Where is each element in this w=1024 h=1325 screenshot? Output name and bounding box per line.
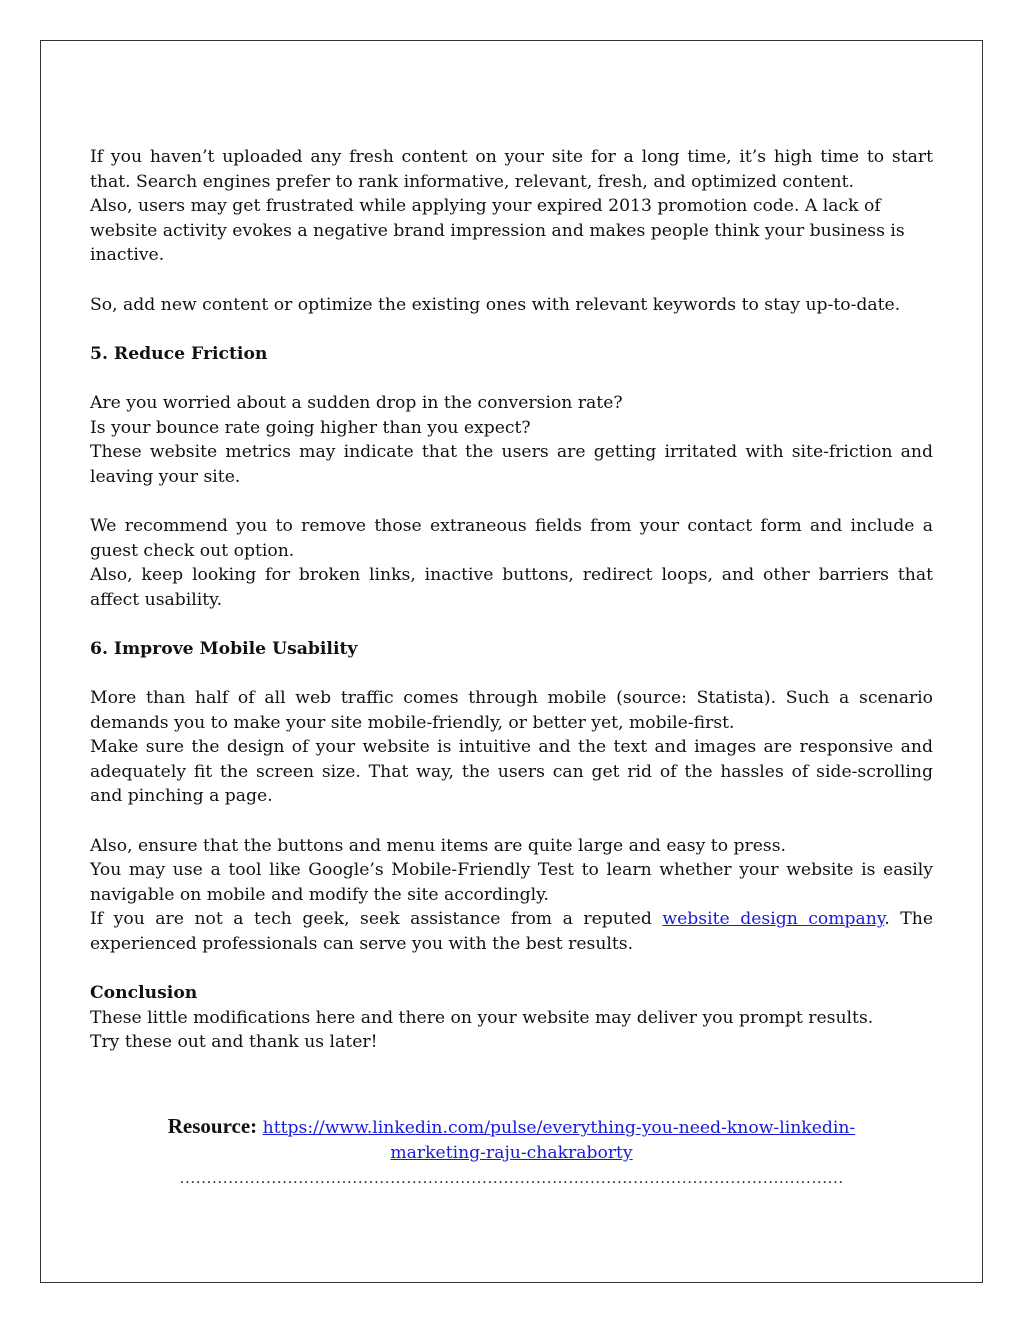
section-heading-mobile-usability: 6. Improve Mobile Usability (90, 638, 358, 659)
resource-link-line1: https://www.linkedin.com/pulse/everything-you-need-know-linkedin- (262, 1118, 856, 1138)
document-body (90, 145, 933, 1055)
spacer (90, 661, 933, 686)
paragraph: Also, users may get frustrated while applying your expired 2013 promotion code. A lack of website activity evokes a negative brand impression and makes people think your business is inactive. (90, 196, 905, 266)
paragraph: So, add new content or optimize the existing ones with relevant keywords to stay up-to-date. (90, 294, 901, 315)
paragraph: These website metrics may indicate that the users are getting irritated with site-friction and leaving your site. (90, 442, 933, 487)
paragraph: Also, keep looking for broken links, inactive buttons, redirect loops, and other barriers that affect usability. (90, 565, 933, 610)
section-heading-reduce-friction: 5. Reduce Friction (90, 343, 268, 364)
conclusion-heading: Conclusion (90, 983, 198, 1004)
resource-link[interactable] (263, 1118, 856, 1163)
dotted-separator: …………………………………………………………………………………………………………… (179, 1170, 844, 1187)
paragraph: These little modifications here and there on your website may deliver you prompt results. (90, 1007, 874, 1028)
paragraph: If you haven’t uploaded any fresh content on your site for a long time, it’s high time to start that. Search engines prefer to rank informative, relevant, fresh, and optimized content. (90, 147, 933, 192)
paragraph: You may use a tool like Google’s Mobile-Friendly Test to learn whether your website is easily navigable on mobile and modify the site accordingly. (90, 860, 933, 905)
resource-link-line2: marketing-raju-chakraborty (390, 1143, 633, 1163)
resource-label: Resource: (167, 1114, 258, 1138)
paragraph-text: If you are not a tech geek, seek assistance from a reputed (90, 909, 663, 930)
resource-block (90, 1114, 933, 1166)
spacer (90, 366, 933, 391)
paragraph: Is your bounce rate going higher than you expect? (90, 417, 531, 438)
website-design-company-link[interactable]: website design company (662, 909, 885, 930)
paragraph: Make sure the design of your website is intuitive and the text and images are responsive and adequately fit the screen size. That way, the users can get rid of the hassles of side-scrolling and pinching a page. (90, 737, 933, 807)
paragraph: More than half of all web traffic comes through mobile (source: Statista). Such a scenario demands you to make your site mobile-friendly, or better yet, mobile-first. (90, 688, 933, 733)
paragraph: Also, ensure that the buttons and menu items are quite large and easy to press. (90, 835, 787, 856)
paragraph-with-link (90, 907, 933, 956)
spacer (90, 809, 933, 834)
paragraph-text: . The experienced professionals can serve you with the best results. (90, 909, 933, 954)
spacer (90, 489, 933, 514)
spacer (90, 268, 933, 293)
spacer (90, 957, 933, 982)
paragraph: Are you worried about a sudden drop in the conversion rate? (90, 392, 623, 413)
paragraph: Try these out and thank us later! (90, 1032, 378, 1053)
spacer (90, 317, 933, 342)
spacer (90, 612, 933, 637)
paragraph: We recommend you to remove those extraneous fields from your contact form and include a guest check out option. (90, 515, 933, 561)
